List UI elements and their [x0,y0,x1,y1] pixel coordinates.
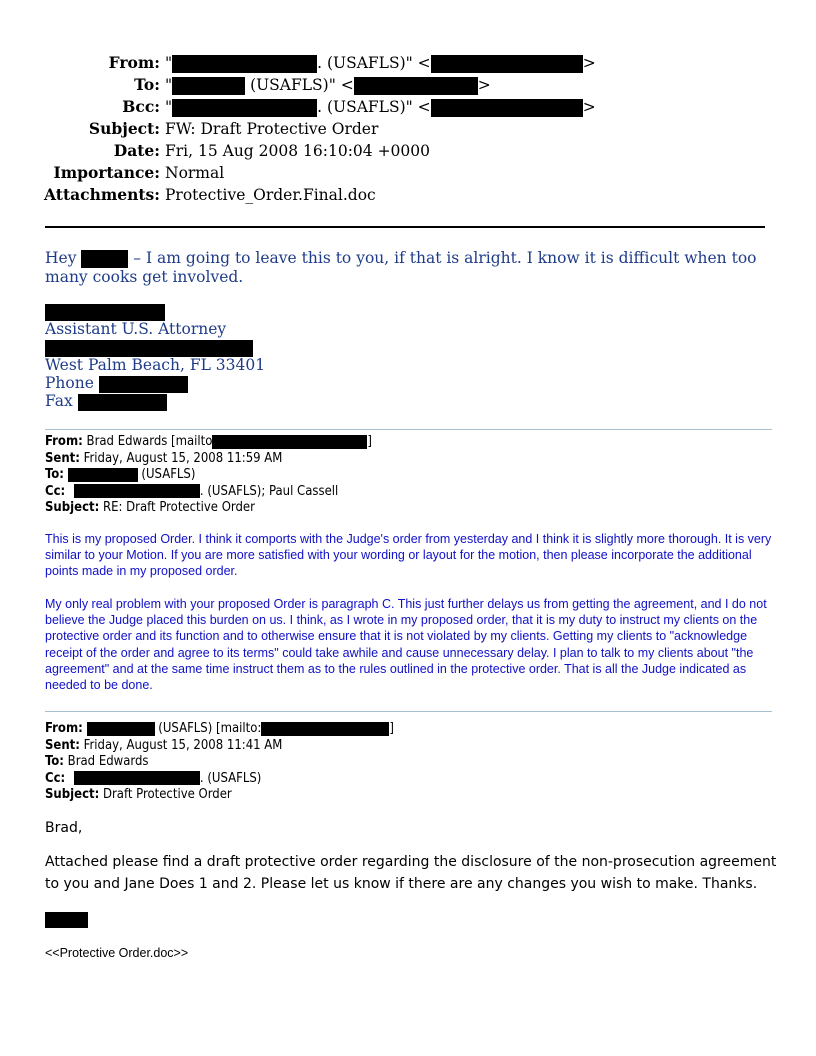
message2-header [45,721,394,804]
message2-from-label: From: [45,721,83,736]
header-bcc-end: > [582,98,596,116]
reply-greeting-post: – I am going to leave this to you, if that is alright. I know it is difficult when too many cooks get involved. [45,249,757,286]
redaction-bar [68,468,138,482]
signature-title: Assistant U.S. Attorney [45,320,227,338]
header-bcc-label: Bcc: [122,97,160,116]
message1-sent [45,451,372,468]
header-from-label: From: [108,53,160,72]
redaction-bar [45,340,253,357]
message1-from [45,434,372,451]
message1-cc-value: . (USAFLS); Paul Cassell [199,483,339,499]
message-separator [45,429,772,430]
message2-to-label: To: [45,754,64,769]
header-to-value [165,74,491,96]
message1-to [45,467,372,484]
redaction-bar [431,99,583,117]
message2-subject-label: Subject: [45,787,100,802]
header-date-label: Date: [113,141,160,160]
quote-mark: " [165,98,173,116]
header-bcc-mid: . (USAFLS)" < [317,98,431,116]
message1-cc-label: Cc: [45,483,66,499]
message2-attachment[interactable]: <<Protective Order.doc>> [45,946,189,960]
reply-message [45,249,765,287]
header-from-value [165,52,596,74]
message2-subject [45,787,394,804]
header-divider [45,226,765,228]
redaction-bar [172,55,317,73]
message-separator [45,711,772,712]
header-attachments-value[interactable]: Protective_Order.Final.doc [165,186,376,204]
quote-mark: " [165,54,173,72]
message2-sent-label: Sent: [45,737,80,753]
header-from-end: > [582,54,596,72]
header-to-label: To: [134,75,160,94]
signature-fax-label: Fax [45,392,78,410]
signature-block [45,302,765,410]
message1-from-value: Brad Edwards [mailto [82,434,213,449]
header-importance-label: Importance: [53,163,160,182]
header-importance-value: Normal [165,164,225,182]
redaction-bar [431,55,583,73]
quote-mark: " [165,76,173,94]
message2-sent-value: Friday, August 15, 2008 11:41 AM [79,737,283,753]
signature-city: West Palm Beach, FL 33401 [45,356,266,374]
header-bcc-value [165,96,596,118]
message2-from-value: (USAFLS) [mailto: [154,721,262,736]
signature-fax [45,392,765,410]
redaction-bar [78,394,167,411]
message2-signature [45,911,88,929]
header-bcc-row [0,96,816,118]
header-to-end: > [477,76,491,94]
message1-to-value: (USAFLS) [137,467,196,482]
header-subject-row [0,118,816,140]
redaction-bar [172,77,245,95]
message1-from-end: ] [367,434,372,449]
reply-greeting-pre: Hey [45,249,82,267]
signature-name [45,302,765,320]
header-from-row [0,52,816,74]
message1-sent-value: Friday, August 15, 2008 11:59 AM [79,450,283,466]
header-date-row [0,140,816,162]
message2-to-value: Brad Edwards [63,754,149,769]
signature-phone-label: Phone [45,374,99,392]
redaction-bar [261,722,389,736]
message1-sent-label: Sent: [45,450,80,466]
header-attachments-row [0,184,816,206]
signature-address [45,338,765,356]
header-subject-label: Subject: [88,119,160,138]
message1-from-label: From: [45,434,83,449]
header-subject-value: FW: Draft Protective Order [165,120,379,138]
redaction-bar [45,912,88,928]
message1-to-label: To: [45,467,64,482]
redaction-bar [87,722,155,736]
message1-paragraph-2: My only real problem with your proposed Order is paragraph C. This just further delays us from getting the agreement, and I do not believe the Judge placed this burden on us. I think, as I wrote in my proposed order, that it is my duty to instruct my clients on the protective order and its function and to otherwise ensure that it is not violated by my clients. Getting my clients to "acknowledge receipt of the order and agree to its terms" could take awhile and cause unnecessary delay. I plan to talk to my clients about "the agreement" and at the same time instruct them as to the rules outlined in the protective order. That is all the Judge indicated as needed to be done. [45,597,767,693]
header-to-row [0,74,816,96]
header-attachments-label: Attachments: [44,185,160,204]
header-importance-row [0,162,816,184]
message1-subject-value: RE: Draft Protective Order [99,500,255,515]
header-date-value: Fri, 15 Aug 2008 16:10:04 +0000 [165,142,430,160]
redaction-bar [99,376,188,393]
message2-cc-label: Cc: [45,770,66,786]
message2-sent [45,738,394,755]
message2-from-end: ] [389,721,394,736]
message2-cc-value: . (USAFLS) [199,770,262,786]
header-from-mid: . (USAFLS)" < [317,54,431,72]
redaction-bar [74,771,200,785]
header-to-mid: (USAFLS)" < [245,76,354,94]
redaction-bar [172,99,317,117]
message2-subject-value: Draft Protective Order [99,787,232,802]
message2-body: Attached please find a draft protective order regarding the disclosure of the non-prosecution agreement to you and Jane Does 1 and 2. Please let us know if there are any changes you wish to make. Thanks. [45,854,777,892]
message2-cc [45,771,394,788]
message1-subject [45,500,372,517]
message1-paragraph-1: This is my proposed Order. I think it comports with the Judge's order from yesterday and I think it is slightly more thorough. It is very similar to your Motion. If you are more satisfied with your wording or layout for the motion, then please incorporate the additional points made in my proposed order. [45,532,772,579]
message2-salutation: Brad, [45,820,83,836]
message2-from [45,721,394,738]
redaction-bar [74,484,200,498]
message1-header [45,434,372,517]
email-header [0,52,816,206]
redaction-bar [45,304,165,321]
message1-subject-label: Subject: [45,500,100,515]
message2-to [45,754,394,771]
redaction-bar [212,435,367,449]
signature-phone [45,374,765,392]
redaction-bar [81,250,128,268]
redaction-bar [354,77,478,95]
message1-cc [45,484,372,501]
